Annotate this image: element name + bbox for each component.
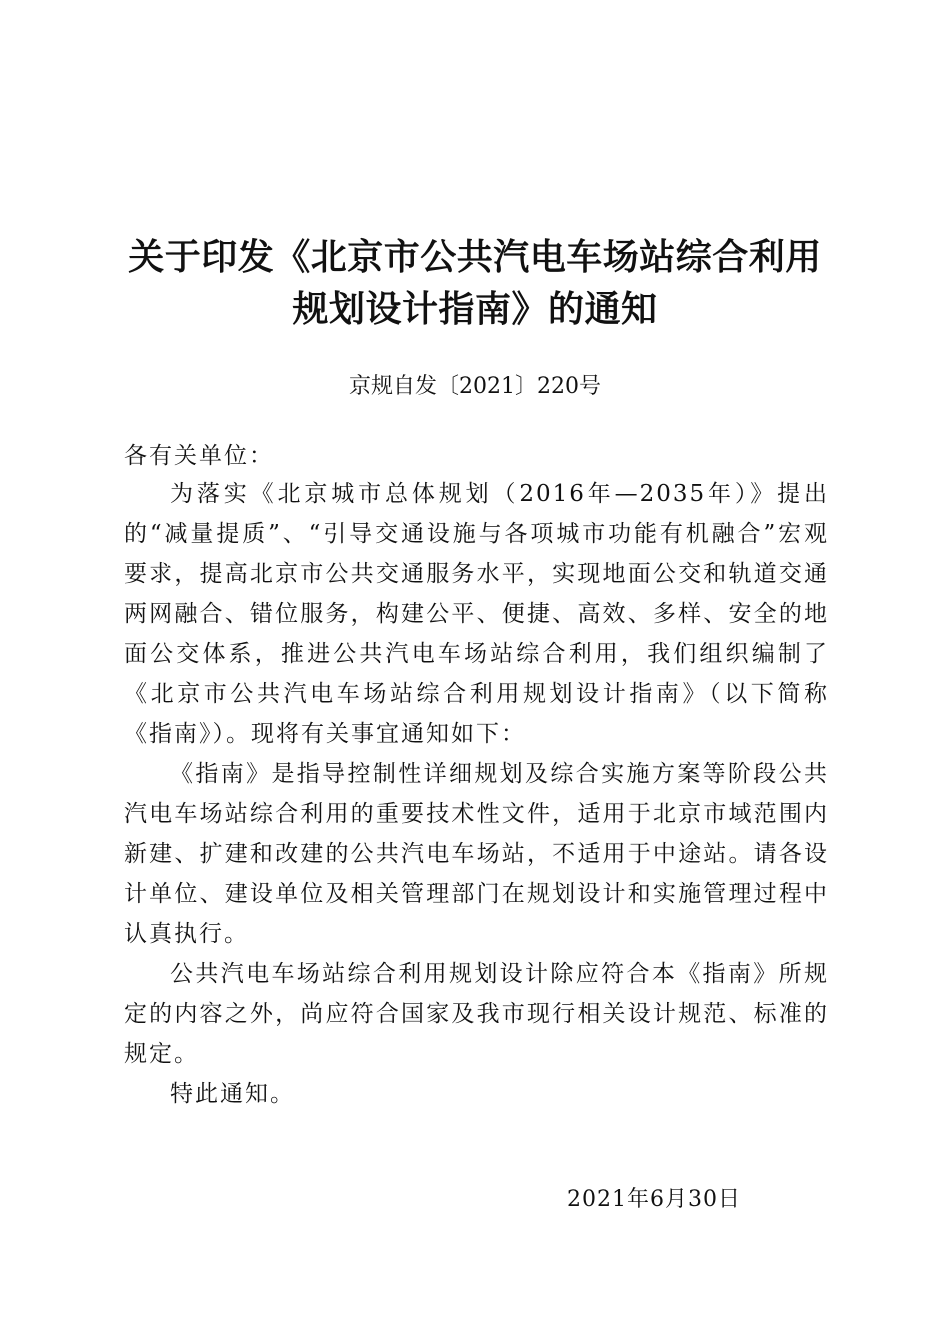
- document-date: 2021年6月30日: [567, 1187, 741, 1212]
- body-paragraph-1: 为落实《北京城市总体规划（2016年—2035年）》提出的“减量提质”、“引导交通设施与各项城市功能有机融合”宏观要求，提高北京市公共交通服务水平，实现地面公交和轨道交通两网融合、错位服务，构建公平、便捷、高效、多样、安全的地面公交体系，推进公共汽电车场站综合利用，我们组织编制了《北京市公共汽电车场站综合利用规划设计指南》（以下简称《指南》）。现将有关事宜通知如下：: [124, 481, 829, 747]
- body-paragraph-2: 《指南》是指导控制性详细规划及综合实施方案等阶段公共汽电车场站综合利用的重要技术性文件，适用于北京市域范围内新建、扩建和改建的公共汽电车场站，不适用于中途站。请各设计单位、建设单位及相关管理部门在规划设计和实施管理过程中认真执行。: [124, 761, 829, 947]
- document-body: [124, 474, 829, 1114]
- document-title: [100, 232, 850, 336]
- salutation: 各有关单位：: [124, 443, 274, 469]
- document-title-line-1: 关于印发《北京市公共汽电车场站综合利用: [128, 237, 822, 278]
- document-title-line-2: 规划设计指南》的通知: [292, 289, 658, 330]
- document-number: 京规自发〔2021〕220号: [349, 374, 601, 399]
- closing-line: 特此通知。: [170, 1081, 295, 1107]
- body-paragraph-3: 公共汽电车场站综合利用规划设计除应符合本《指南》所规定的内容之外，尚应符合国家及我市现行相关设计规范、标准的规定。: [124, 961, 829, 1067]
